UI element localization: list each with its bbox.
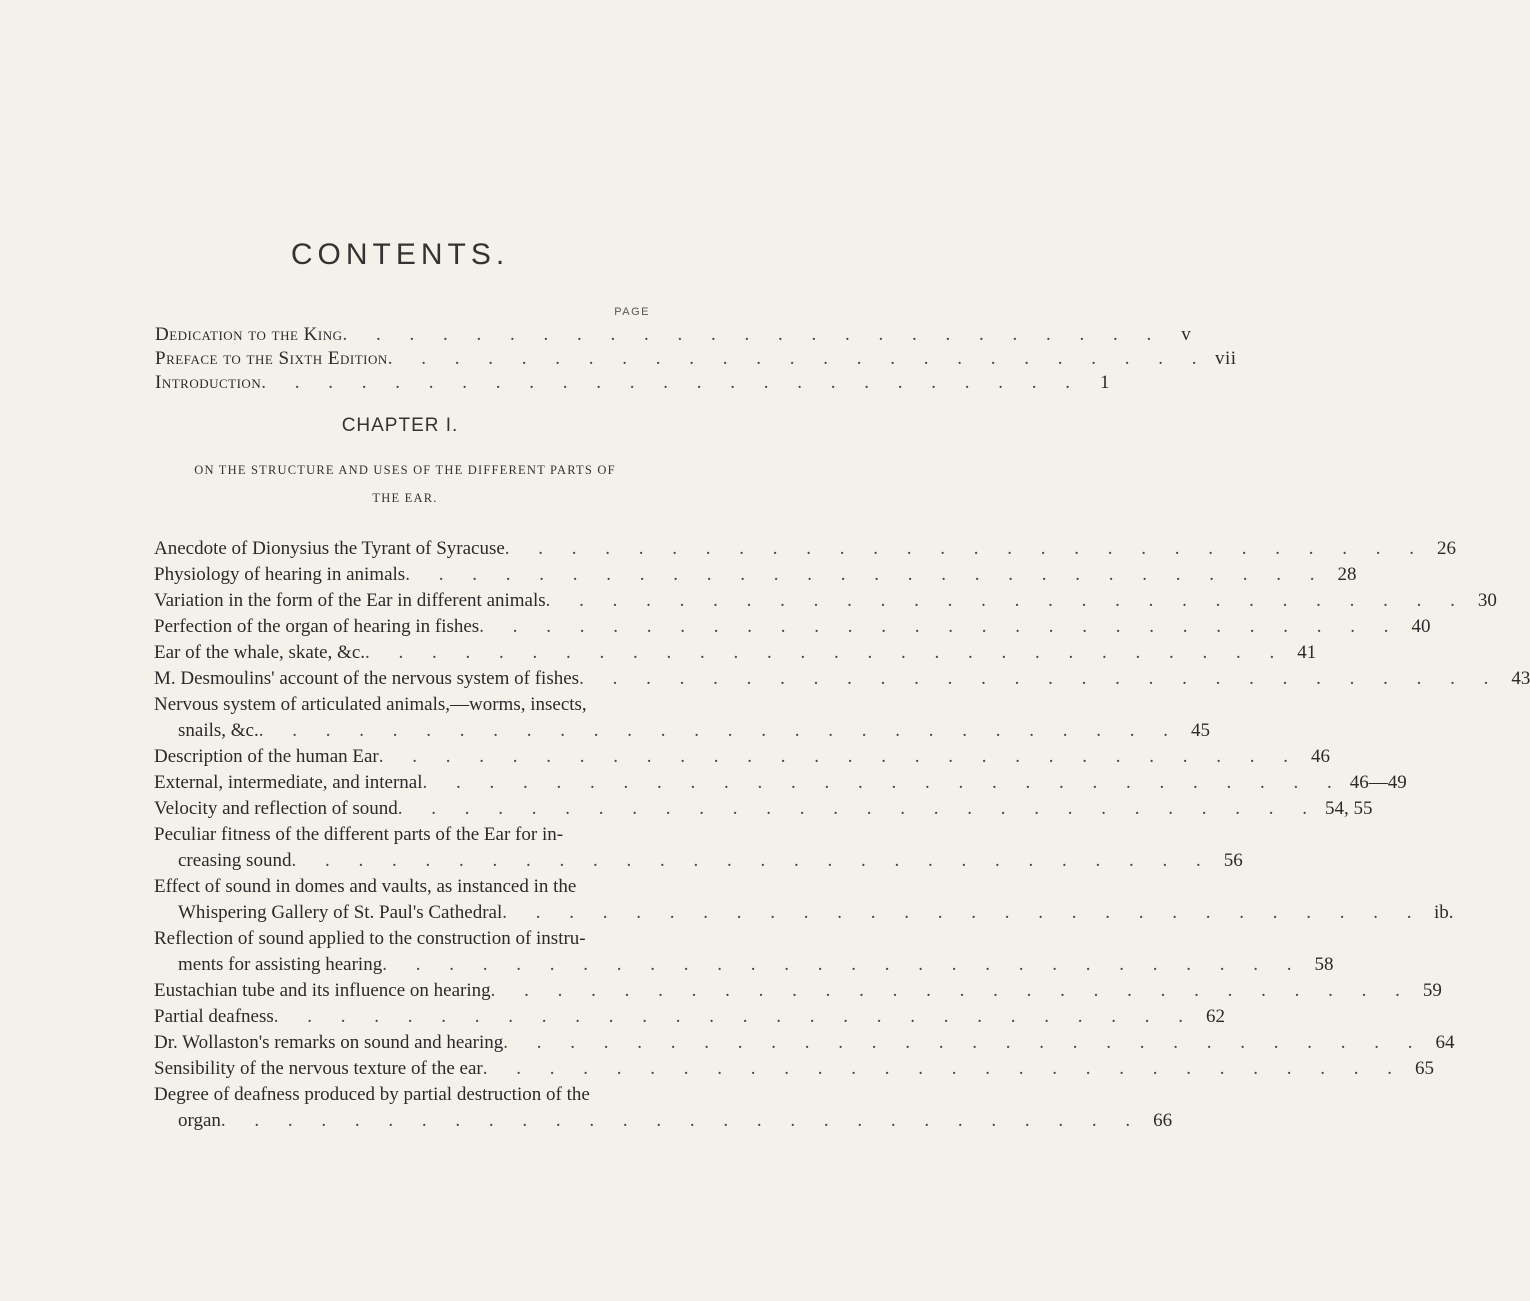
toc-entry-label: Effect of sound in domes and vaults, as instanced in the [154,876,577,897]
chapter-entries-list [154,536,1530,1134]
page-column-label: PAGE [614,306,650,318]
toc-entry[interactable] [154,822,1243,874]
toc-entry-line [154,796,1373,822]
toc-entry-page: 26 [1437,538,1457,559]
toc-entry[interactable] [154,926,1334,978]
toc-entry-label: Eustachian tube and its influence on hearing [154,980,491,1001]
leader-dots: . . . . . . . . . . . . . . . . . . . . . . . . . . . . [504,538,1427,559]
toc-entry-line [154,926,654,952]
leader-dots: . . . . . . . . . . . . . . . . . . . . . . . . . . . . [273,1006,1196,1027]
toc-entry-label: Partial deafness [154,1006,274,1027]
toc-entry-page: 54, 55 [1325,798,1373,819]
toc-entry-page: ib. [1433,902,1454,923]
front-matter-label: Preface to the Sixth Edition [155,348,388,369]
toc-entry-label: Ear of the whale, skate, &c. [154,642,366,663]
toc-entry-label: Variation in the form of the Ear in different animals [154,590,546,611]
toc-entry-line [154,614,1431,640]
toc-entry-label: Peculiar fitness of the different parts of the Ear for in- [154,824,564,845]
toc-entry-page: 41 [1297,642,1317,663]
leader-dots: . . . . . . . . . . . . . . . . . . . . . . . . . . . . [482,1058,1404,1079]
front-matter-list [155,324,1237,396]
leader-dots: . . . . . . . . . . . . . . . . . . . . . . . . . [342,324,1164,345]
toc-entry-page: 58 [1314,954,1334,975]
toc-entry-page: 62 [1206,1006,1226,1027]
front-matter-page: vii [1214,348,1237,369]
toc-entry-line [154,718,1210,744]
toc-entry-line [154,588,1497,614]
front-matter-page: 1 [1099,372,1110,393]
chapter-subtitle-line: ON THE STRUCTURE AND USES OF THE DIFFERENT PARTS OF [194,463,616,477]
toc-entry[interactable] [154,588,1497,614]
leader-dots: . . . . . . . . . . . . . . . . . . . . . . . . . . . . [378,746,1301,767]
toc-entry-page: 46 [1311,746,1331,767]
toc-entry-page: 30 [1477,590,1497,611]
toc-entry-line [154,822,654,848]
toc-entry-line [154,1030,1455,1056]
leader-dots: . . . . . . . . . . . . . . . . . . . . . . . . . [387,348,1209,369]
toc-entry-line [154,978,1442,1004]
front-matter-item[interactable] [155,372,1110,396]
toc-entry-label: creasing sound [178,850,292,871]
toc-entry[interactable] [154,978,1442,1004]
leader-dots: . . . . . . . . . . . . . . . . . . . . . . . . . . . . [397,798,1320,819]
toc-entry[interactable] [154,796,1373,822]
toc-entry[interactable] [154,562,1357,588]
toc-entry-label: Anecdote of Dionysius the Tyrant of Syracuse [154,538,505,559]
front-matter-label: Dedication to the King [155,324,343,345]
toc-entry-line [154,1056,1434,1082]
toc-entry-label: Reflection of sound applied to the construction of instru- [154,928,586,949]
toc-entry-line [154,874,654,900]
toc-entry-page: 40 [1411,616,1431,637]
toc-entry-line [154,1004,1226,1030]
toc-entry[interactable] [154,874,1454,926]
chapter-subtitle [150,456,660,512]
leader-dots: . . . . . . . . . . . . . . . . . . . . . . . . . . . . [405,564,1327,585]
toc-entry[interactable] [154,692,1210,744]
toc-entry-page: 45 [1191,720,1210,741]
leader-dots: . . . . . . . . . . . . . . . . . . . . . . . . . . . . [490,980,1412,1001]
toc-entry-line [154,666,1530,692]
page-title: CONTENTS. [290,238,510,271]
toc-entry-label: Description of the human Ear [154,746,379,767]
toc-entry-label: External, intermediate, and internal [154,772,423,793]
leader-dots: . . . . . . . . . . . . . . . . . . . . . . . . . . . . [545,590,1467,611]
toc-entry-label: Sensibility of the nervous texture of the ear [154,1058,483,1079]
front-matter-item[interactable] [155,324,1192,348]
toc-entry-line [154,952,1334,978]
chapter-subtitle-line: THE EAR. [372,491,438,505]
toc-entry-page: 43 [1511,668,1530,689]
toc-entry-label: Perfection of the organ of hearing in fishes [154,616,480,637]
toc-entry-line [154,744,1331,770]
front-matter-label: Introduction [155,372,262,393]
toc-entry[interactable] [154,536,1457,562]
toc-entry-page: 66 [1153,1110,1173,1131]
toc-entry-label: ments for assisting hearing [178,954,383,975]
toc-entry-line [154,770,1407,796]
front-matter-item[interactable] [155,348,1237,372]
toc-entry-page: 56 [1223,850,1243,871]
chapter-heading: CHAPTER I. [341,415,459,436]
toc-entry-line [154,640,1317,666]
leader-dots: . . . . . . . . . . . . . . . . . . . . . . . . . . . . [258,720,1180,741]
toc-entry-line [154,1108,1173,1134]
toc-entry-label: snails, &c. [178,720,259,741]
toc-entry[interactable] [154,1082,1173,1134]
toc-entry-line [154,1082,654,1108]
toc-entry-line [154,692,654,718]
leader-dots: . . . . . . . . . . . . . . . . . . . . . . . . . . . . [503,1032,1425,1053]
toc-entry[interactable] [154,744,1331,770]
front-matter-page: v [1181,324,1192,345]
leader-dots: . . . . . . . . . . . . . . . . . . . . . . . . . . . . [365,642,1287,663]
leader-dots: . . . . . . . . . . . . . . . . . . . . . . . . . . . . [579,668,1501,689]
toc-entry-page: 46—49 [1349,772,1407,793]
toc-entry-line [154,900,1454,926]
toc-entry-label: Whispering Gallery of St. Paul's Cathedral [178,902,503,923]
toc-entry[interactable] [154,640,1317,666]
toc-entry-page: 28 [1337,564,1357,585]
leader-dots: . . . . . . . . . . . . . . . . . . . . . . . . . . . . [291,850,1213,871]
leader-dots: . . . . . . . . . . . . . . . . . . . . . . . . . . . . [422,772,1344,793]
leader-dots: . . . . . . . . . . . . . . . . . . . . . . . . . . . . [479,616,1401,637]
toc-entry-label: Nervous system of articulated animals,—worms, insects, [154,694,587,715]
leader-dots: . . . . . . . . . . . . . . . . . . . . . . . . . . . . [502,902,1424,923]
toc-entry-line [154,562,1357,588]
toc-entry[interactable] [154,666,1530,692]
toc-entry-line [154,536,1457,562]
leader-dots: . . . . . . . . . . . . . . . . . . . . . . . . . . . . [220,1110,1143,1131]
leader-dots: . . . . . . . . . . . . . . . . . . . . . . . . . [261,372,1082,393]
toc-entry-label: Dr. Wollaston's remarks on sound and hearing [154,1032,504,1053]
toc-entry-page: 64 [1435,1032,1455,1053]
toc-entry-line [154,848,1243,874]
toc-entry[interactable] [154,1056,1434,1082]
toc-entry[interactable] [154,1030,1455,1056]
toc-entry-label: Physiology of hearing in animals [154,564,406,585]
toc-entry-label: Degree of deafness produced by partial destruction of the [154,1084,590,1105]
toc-entry[interactable] [154,614,1431,640]
toc-entry[interactable] [154,770,1407,796]
toc-entry-page: 59 [1422,980,1442,1001]
toc-entry-page: 65 [1414,1058,1434,1079]
toc-entry-label: Velocity and reflection of sound [154,798,398,819]
toc-entry-label: M. Desmoulins' account of the nervous system of fishes [154,668,580,689]
toc-entry-label: organ [178,1110,221,1131]
toc-entry[interactable] [154,1004,1226,1030]
leader-dots: . . . . . . . . . . . . . . . . . . . . . . . . . . . . [382,954,1304,975]
